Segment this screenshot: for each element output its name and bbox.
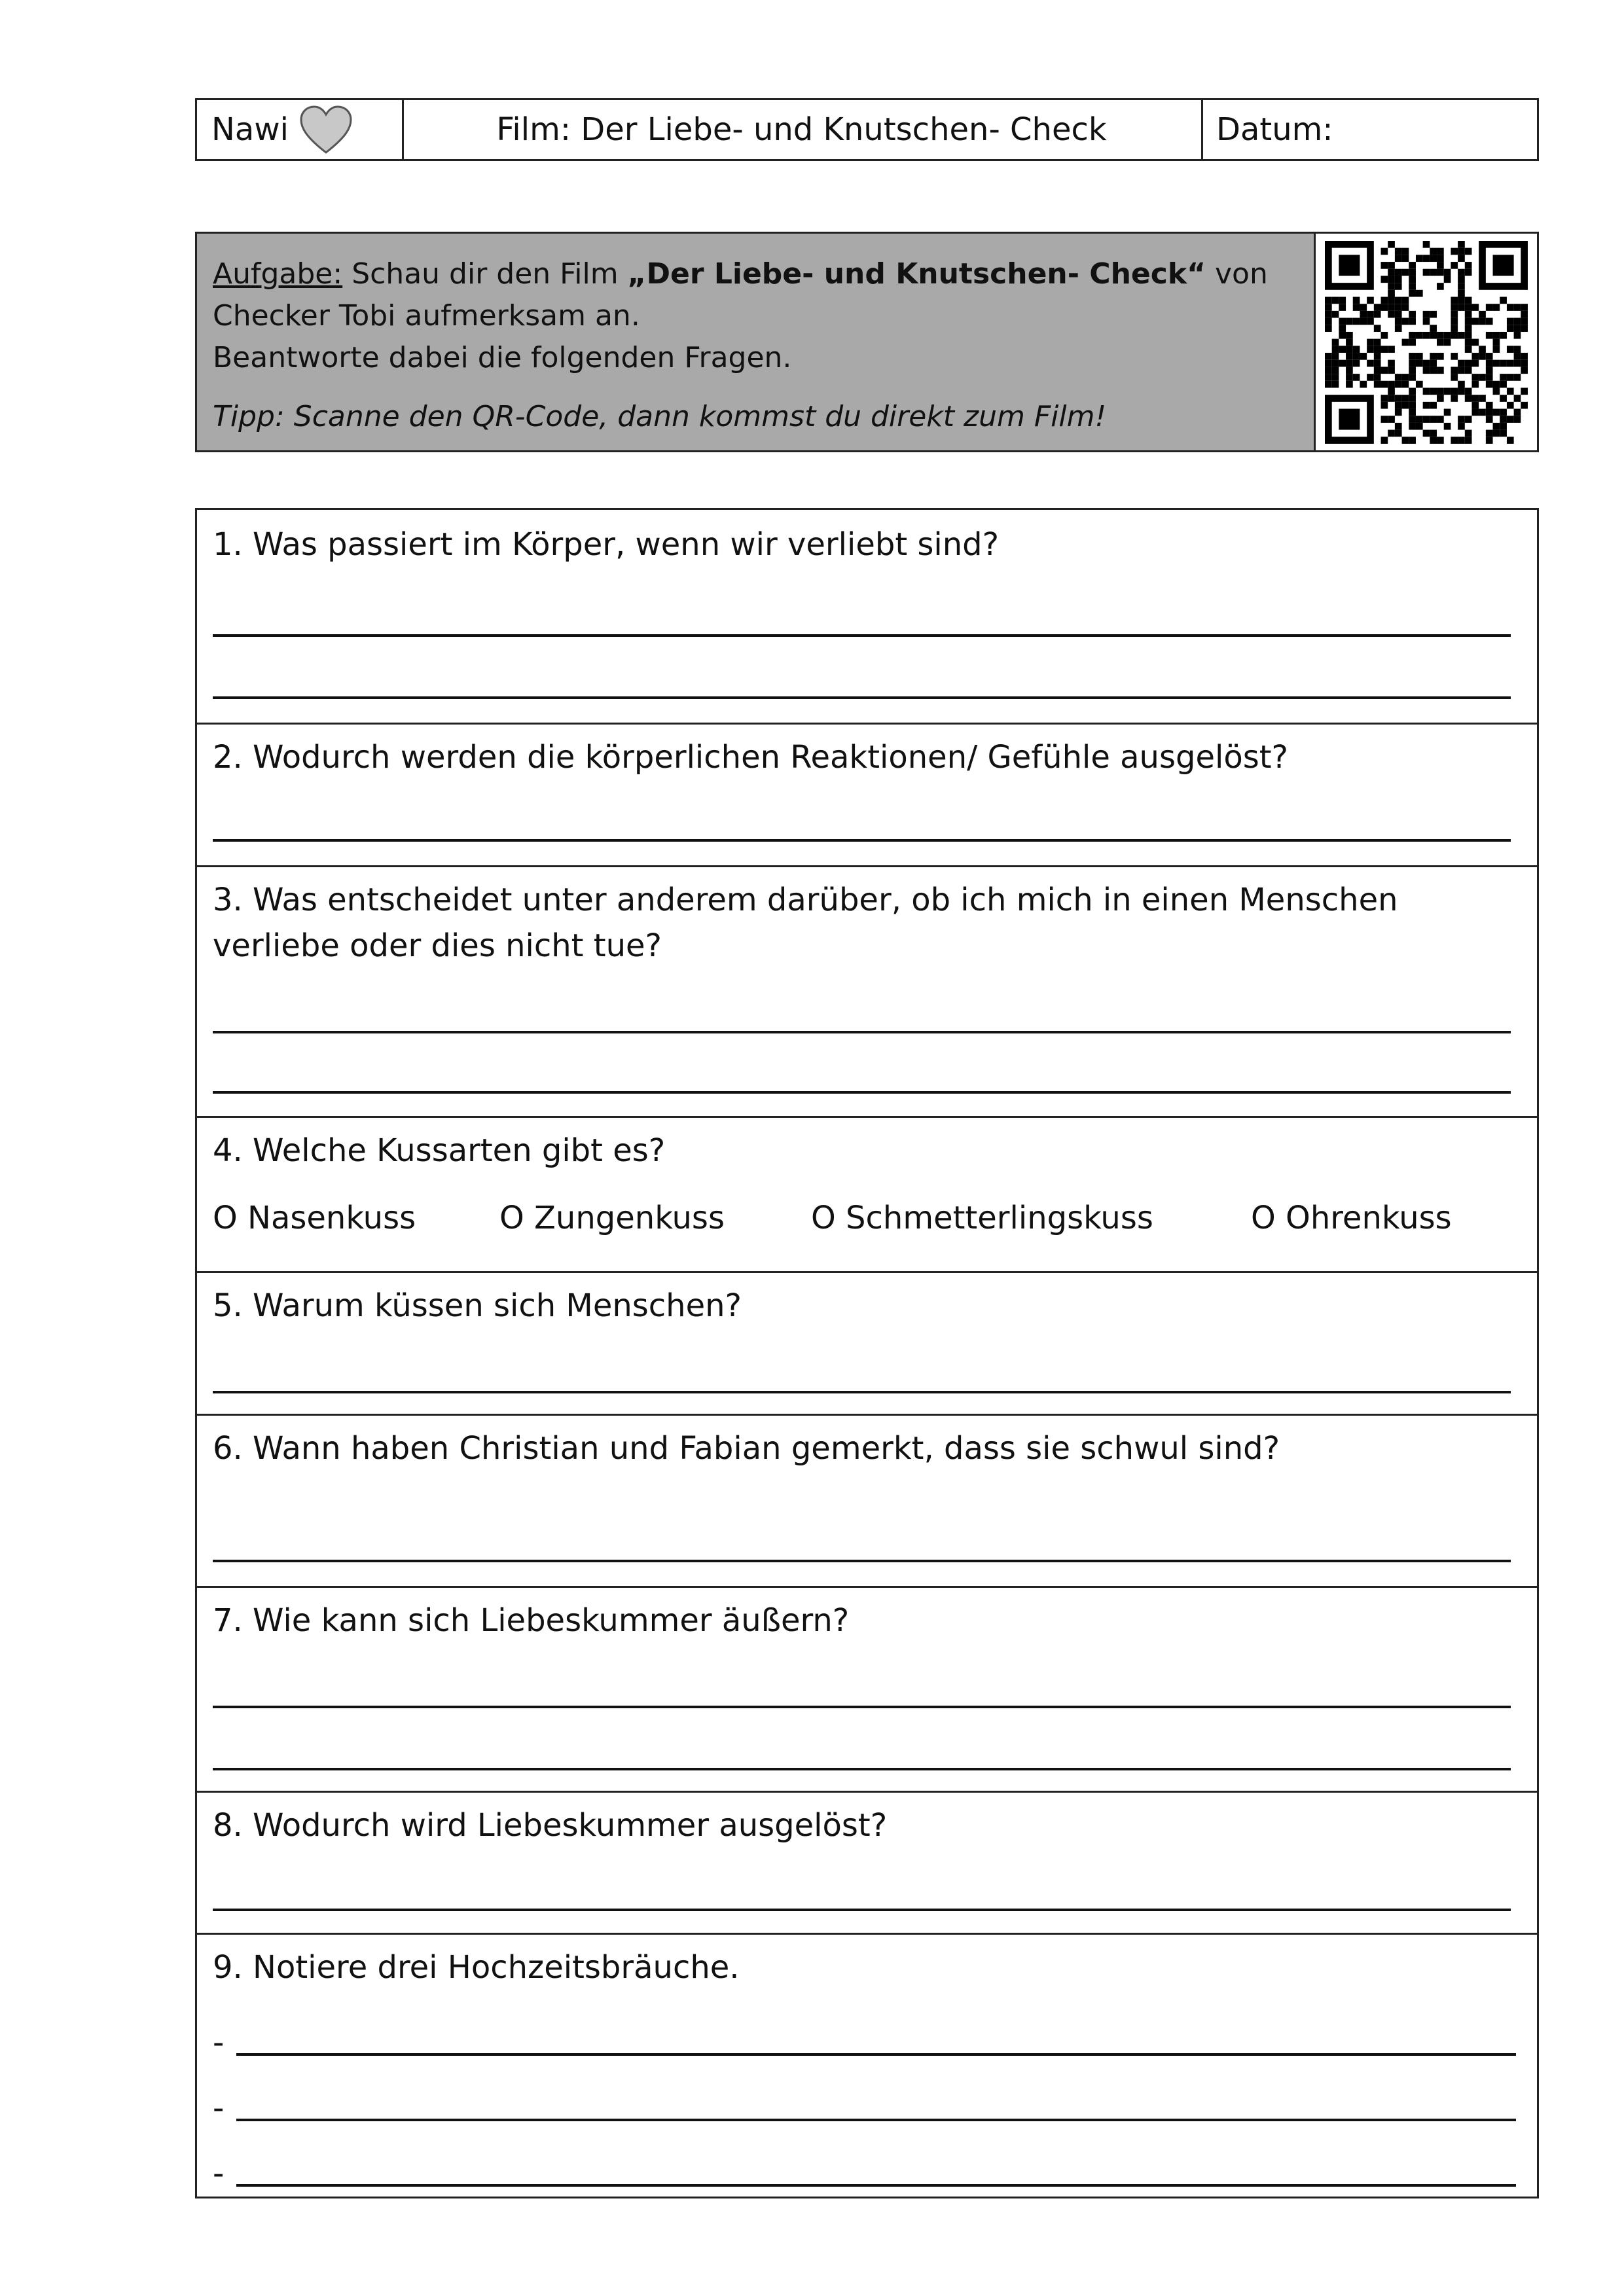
kiss-option-zungenkuss[interactable]: O Zungenkuss <box>499 1200 725 1236</box>
questions-table <box>195 508 1539 2198</box>
qr-code-box[interactable] <box>1314 234 1537 450</box>
date-label: Datum: <box>1216 111 1333 148</box>
film-title: „Der Liebe- und Knutschen- Check“ <box>627 257 1206 291</box>
answer-line[interactable] <box>213 1560 1511 1562</box>
question-row-8 <box>197 1791 1537 1935</box>
question-row-2 <box>197 723 1537 867</box>
task-line2: Beantworte dabei die folgenden Fragen. <box>213 341 792 374</box>
date-cell[interactable] <box>1201 98 1539 161</box>
answer-line[interactable] <box>213 1909 1511 1911</box>
answer-line[interactable] <box>213 1031 1511 1033</box>
task-text-after: von Checker Tobi aufmerksam an. <box>213 257 1268 332</box>
question-text: 6. Wann haben Christian und Fabian gemerkt, dass sie schwul sind? <box>213 1430 1280 1467</box>
bullet-dash: - <box>213 2155 225 2192</box>
question-text: 7. Wie kann sich Liebeskummer äußern? <box>213 1602 850 1639</box>
question-text: 4. Welche Kussarten gibt es? <box>213 1132 666 1169</box>
worksheet-title: Film: Der Liebe- und Knutschen- Check <box>496 111 1107 148</box>
qr-code[interactable] <box>1325 241 1528 444</box>
question-text: 1. Was passiert im Körper, wenn wir verliebt sind? <box>213 526 1000 563</box>
answer-line[interactable] <box>213 2082 1516 2126</box>
kiss-option-schmetterlingskuss[interactable]: O Schmetterlingskuss <box>811 1200 1153 1236</box>
task-box <box>195 232 1539 452</box>
question-text: 3. Was entscheidet unter anderem darüber, ob ich mich in einen Menschen verliebe oder dies nicht tue? <box>213 882 1398 964</box>
question-row-1 <box>197 510 1537 723</box>
kiss-option-ohrenkuss[interactable]: O Ohrenkuss <box>1251 1200 1452 1236</box>
task-label: Aufgabe: <box>213 257 343 291</box>
answer-line[interactable] <box>213 696 1511 699</box>
answer-line[interactable] <box>213 1706 1511 1708</box>
subject-cell <box>195 98 404 161</box>
question-row-3 <box>197 865 1537 1118</box>
question-row-6 <box>197 1414 1537 1588</box>
bullet-dash: - <box>213 2090 225 2126</box>
question-text: 9. Notiere drei Hochzeitsbräuche. <box>213 1949 740 1986</box>
question-row-9 <box>197 1933 1537 2200</box>
task-text <box>213 253 1299 438</box>
question-row-4 <box>197 1116 1537 1273</box>
answer-line[interactable] <box>213 1391 1511 1393</box>
task-tip: Tipp: Scanne den QR-Code, dann kommst du direkt zum Film! <box>213 400 1107 433</box>
kiss-option-nasenkuss[interactable]: O Nasenkuss <box>213 1200 416 1236</box>
question-row-7 <box>197 1586 1537 1793</box>
title-cell <box>402 98 1203 161</box>
answer-line[interactable] <box>213 2147 1516 2192</box>
question-text: 5. Warum küssen sich Menschen? <box>213 1287 742 1324</box>
question-text: 8. Wodurch wird Liebeskummer ausgelöst? <box>213 1807 888 1844</box>
subject-label: Nawi <box>211 111 289 148</box>
question-text: 2. Wodurch werden die körperlichen Reaktionen/ Gefühle ausgelöst? <box>213 739 1288 776</box>
bullet-dash: - <box>213 2024 225 2061</box>
answer-line[interactable] <box>213 839 1511 842</box>
answer-line[interactable] <box>213 1091 1511 1094</box>
answer-line[interactable] <box>213 1768 1511 1770</box>
answer-line[interactable] <box>213 2017 1516 2061</box>
heart-icon <box>299 104 353 155</box>
answer-line[interactable] <box>213 634 1511 637</box>
question-row-5 <box>197 1271 1537 1416</box>
task-text-before: Schau dir den Film <box>342 257 628 291</box>
